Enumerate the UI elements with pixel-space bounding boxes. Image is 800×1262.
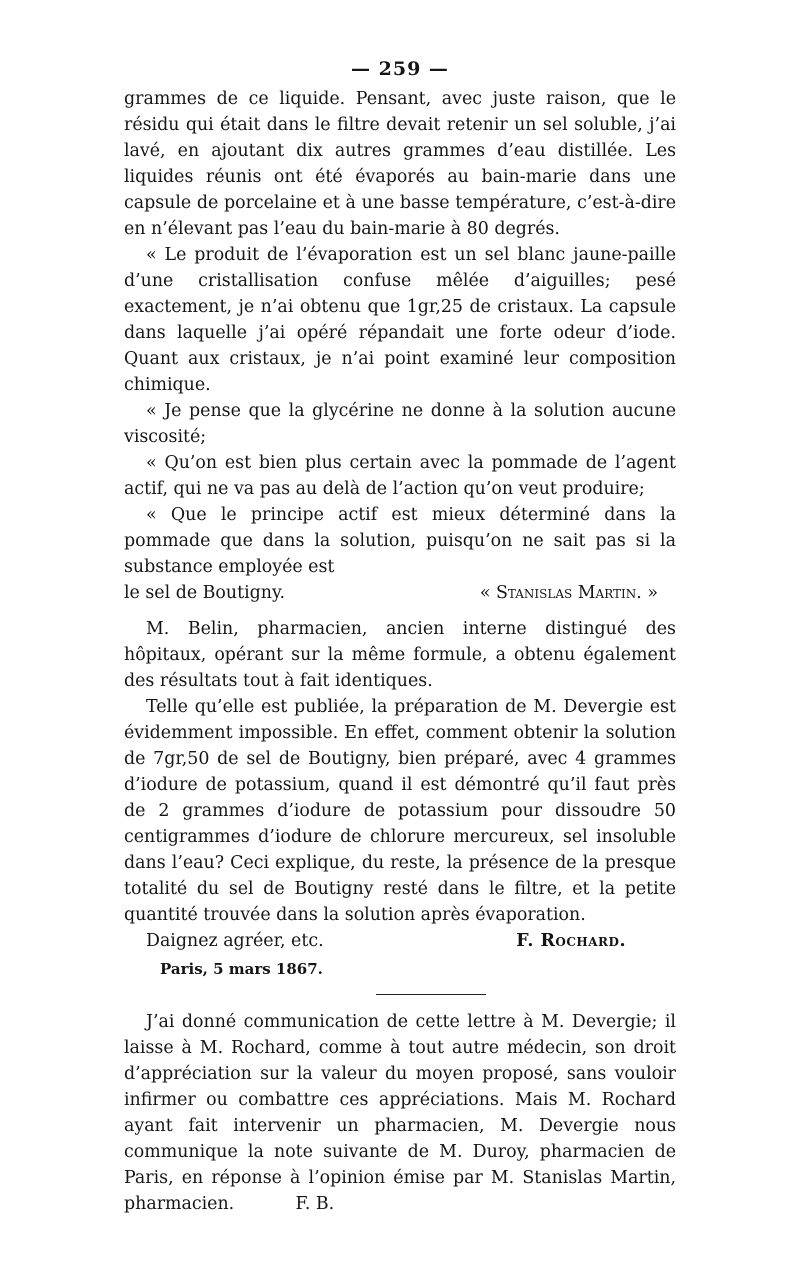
paragraph: M. Belin, pharmacien, ancien interne distingué des hôpitaux, opérant sur la même formule, a obtenu également des résultats tout à fait identiques. xyxy=(124,619,676,691)
paragraph xyxy=(124,1009,676,1217)
quote-signature: « Stanislas Martin. » xyxy=(479,583,658,603)
signature: F. Rochard. xyxy=(516,931,626,951)
paragraph: « Le produit de l’évaporation est un sel blanc jaune-paille d’une cristallisation confuse mêlée d’aiguilles; pesé exactement, je n’ai obtenu que 1gr,25 de cristaux. La capsule dans laquelle j’ai opéré répandait une forte odeur d’iode. Quant aux cristaux, je n’ai point examiné leur composition chimique. xyxy=(124,245,676,395)
paragraph-text: J’ai donné communication de cette lettre à M. Devergie; il laisse à M. Rochard, comme à tout autre médecin, son droit d’appréciation sur la valeur du moyen proposé, sans vouloir infirmer ou combattre ces appréciations. Mais M. Rochard ayant fait intervenir un pharmacien, M. Devergie nous communique la note suivante de M. Duroy, pharmacien de Paris, en réponse à l’opinion émise par M. Stanislas Martin, pharmacien. xyxy=(124,1012,676,1214)
page-number: — 259 — xyxy=(351,58,449,80)
signoff-line xyxy=(124,928,676,954)
page-body xyxy=(124,86,676,1217)
paragraph: Telle qu’elle est publiée, la préparation de M. Devergie est évidemment impossible. En effet, comment obtenir la solution de 7gr,50 de sel de Boutigny, bien préparé, avec 4 grammes d’iodure de potassium, quand il est démontré qu’il faut près de 2 grammes d’iodure de potassium pour dissoudre 50 centigrammes d’iodure de chlorure mercureux, sel insoluble dans l’eau? Ceci explique, du reste, la présence de la presque totalité du sel de Boutigny resté dans le filtre, et la petite quantité trouvée dans la solution après évaporation. xyxy=(124,697,676,925)
paragraph-end: le sel de Boutigny. xyxy=(124,583,286,603)
closing: Daignez agréer, etc. xyxy=(146,931,324,951)
paragraph: grammes de ce liquide. Pensant, avec juste raison, que le résidu qui était dans le filtre devait retenir un sel soluble, j’ai lavé, en ajoutant dix autres grammes d’eau distillée. Les liquides réunis ont été évaporés au bain-marie dans une capsule de porcelaine et à une basse température, c’est-à-dire en n’élevant pas l’eau du bain-marie à 80 degrés. xyxy=(124,89,676,239)
dateline: Paris, 5 mars 1867. xyxy=(160,960,323,978)
paragraph: « Je pense que la glycérine ne donne à la solution aucune viscosité; xyxy=(124,401,676,447)
section-divider xyxy=(376,994,486,995)
initials-signature: F. B. xyxy=(295,1194,335,1214)
paragraph: « Que le principe actif est mieux déterminé dans la pommade que dans la solution, puisqu’on ne sait pas si la substance employée est xyxy=(124,505,676,577)
paragraph: « Qu’on est bien plus certain avec la pommade de l’agent actif, qui ne va pas au delà de l’action qu’on veut produire; xyxy=(124,453,676,499)
quote-signature-line xyxy=(124,580,676,606)
